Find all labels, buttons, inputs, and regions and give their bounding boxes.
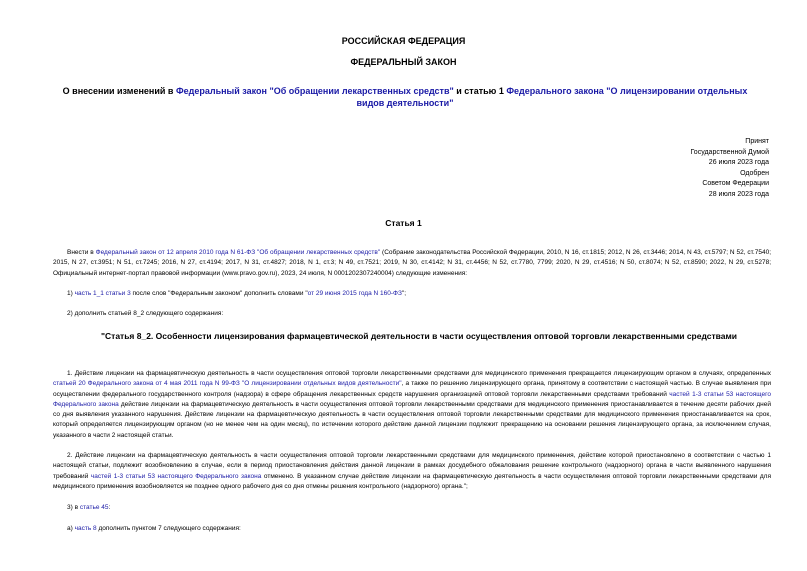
p1-text-b: , а также по решению лицензирующего органа, принятому в соответствии с настоящей частью. В случае выявления при осуществлении федерального государственного контроля (надзора) в сфере обращения лекарственных средств нарушения организацией оптовой торговли лекарственными средствами требований <box>53 380 771 398</box>
item-1 <box>53 289 771 299</box>
title-prefix: О внесении изменений в <box>62 86 176 96</box>
adoption-block <box>690 137 769 201</box>
document-title <box>50 85 760 109</box>
title-link-licensing-law[interactable]: Федерального закона "О лицензировании отдельных видов деятельности" <box>356 86 748 108</box>
p1-link-art53[interactable]: частей 1-3 статьи 53 настоящего Федерального закона <box>53 390 771 408</box>
document-country: РОССИЙСКАЯ ФЕДЕРАЦИЯ <box>341 36 466 46</box>
paragraph-part-1 <box>53 369 771 441</box>
title-mid: и статью 1 <box>453 86 507 96</box>
item-3a <box>53 524 771 534</box>
item3-link[interactable]: статье 45 <box>79 504 109 511</box>
paragraph-part-2 <box>53 451 771 492</box>
intro-prefix: Внести в <box>67 249 96 256</box>
p1-link-art20[interactable]: статьей 20 Федерального закона от 4 мая 2011 года N 99-ФЗ "О лицензировании отдельных видов деятельности" <box>53 380 402 388</box>
adoption-line: Советом Федерации <box>702 180 769 188</box>
p2-link-art53[interactable]: частей 1-3 статьи 53 настоящего Федерального закона <box>90 472 262 480</box>
p2-text-b: отменено. В указанном случае действие лицензии на фармацевтическую деятельность в части осуществления оптовой торговли лекарственными средствами для медицинского применения возобновляется не позднее одного рабочего дня со дня отмены решения контрольного (надзорного) органа."; <box>53 472 771 490</box>
document-type: ФЕДЕРАЛЬНЫЙ ЗАКОН <box>350 57 457 67</box>
adoption-line: Одобрен <box>740 169 769 177</box>
adoption-line: Государственной Думой <box>690 148 769 156</box>
title-link-drug-law[interactable]: Федеральный закон "Об обращении лекарственных средств" <box>175 86 454 96</box>
item3a-end: дополнить пунктом 7 следующего содержания: <box>96 525 241 532</box>
item-3 <box>53 503 771 513</box>
item3-end: : <box>108 504 111 511</box>
item1-prefix: 1) <box>67 290 75 297</box>
adoption-line: 26 июля 2023 года <box>708 159 769 167</box>
intro-law-link[interactable]: Федеральный закон от 12 апреля 2010 года N 61-ФЗ "Об обращении лекарственных средств" <box>95 249 381 256</box>
item1-link-part[interactable]: часть 1_1 статьи 3 <box>74 290 131 297</box>
intro-paragraph <box>53 248 771 279</box>
p2-text-a: 2. Действие лицензии на фармацевтическую деятельность в части осуществления оптовой торговли лекарственными средствами для медицинского применения, действие которой приостановлено в соответствии с частью 1 настоящей статьи, подлежит возобновлению в случае, если в период приостановления действия данной лицензии в рамках досудебного обжалования решение контрольного (надзорного) органа в части выявленного нарушения требований <box>53 452 771 480</box>
item3-prefix: 3) в <box>67 504 80 511</box>
p1-text-a: 1. Действие лицензии на фармацевтическую деятельность в части осуществления оптовой торговли лекарственными средствами для медицинского применения прекращается лицензирующим органом в случаях, определенных <box>67 370 771 377</box>
item3a-prefix: а) <box>67 525 75 532</box>
adoption-line: Принят <box>745 138 769 145</box>
p1-text-c: действие лицензии на фармацевтическую деятельность в части осуществления оптовой торговли лекарственными средствами для медицинского применения приостанавливается в течение десяти рабочих дней со дня выявления указанного нарушения. Действие лицензии на фармацевтическую деятельность в части осуществления оптовой торговли лекарственными средствами для медицинского применения приостанавливается на срок, который определяется лицензирующим органом (но не менее чем на один месяц), по истечении которого действие данной лицензии подлежит прекращению на основании решения лицензирующего органа, за исключением случая, указанного в части 2 настоящей статьи. <box>53 400 772 439</box>
item1-end: "; <box>401 290 407 297</box>
item1-mid: после слов "Федеральным законом" дополнить словами " <box>130 290 308 297</box>
item-2: 2) дополнить статьей 8_2 следующего содержания: <box>67 310 224 317</box>
article-8-2-title: "Статья 8_2. Особенности лицензирования фармацевтической деятельности в части осуществления оптовой торговли лекарственными средствами <box>100 331 738 341</box>
intro-rest: (Собрание законодательства Российской Федерации, 2010, N 16, ст.1815; 2012, N 26, ст.3446; 2014, N 43, ст.5797; N 52, ст.7540; 2015, N 27, ст.3951; N 51, ст.7245; 2016, N 27, ст.4194; 2017, N 31, ст.4827; 2018, N 1, ст.3; N 49, ст.7521; 2019, N 30, ст.4142; N 31, ст.4456; N 52, ст.7780, 7799; 2020, N 29, ст.4516; N 50, ст.8074; N 52, ст.8590; 2022, N 29, ст.5278; Официальный интернет-портал правовой информации (www.pravo.gov.ru), 2023, 24 июля, N 0001202307240004) следующие изменения: <box>53 249 772 277</box>
item1-link-law[interactable]: от 29 июня 2015 года N 160-ФЗ <box>307 290 402 297</box>
item3a-link[interactable]: часть 8 <box>74 525 97 532</box>
article-heading: Статья 1 <box>385 218 422 228</box>
adoption-line: 28 июля 2023 года <box>708 190 769 198</box>
